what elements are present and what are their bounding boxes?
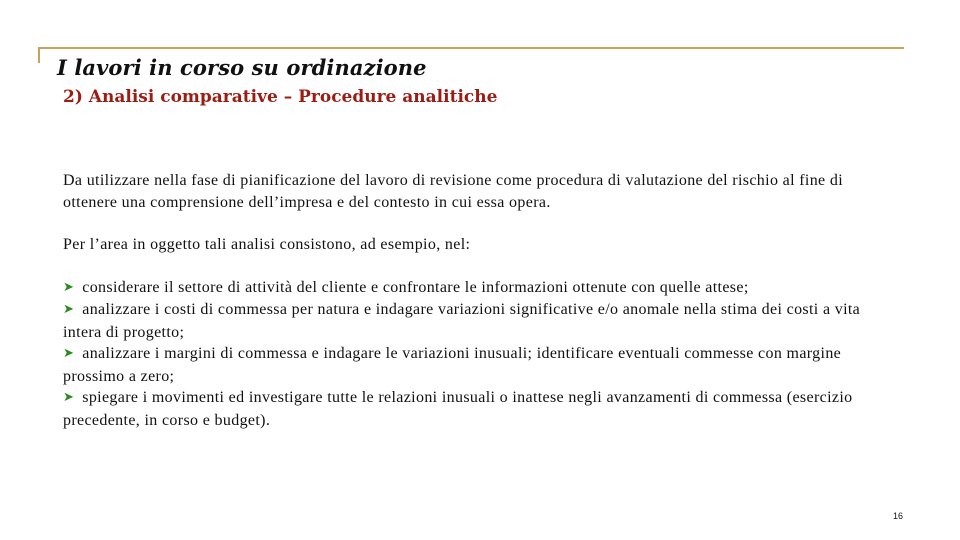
list-item xyxy=(63,387,893,431)
list-item-text: considerare il settore di attività del cliente e confrontare le informazioni ottenute con quelle attese; xyxy=(82,278,749,296)
list-item-text: analizzare i costi di commessa per natura e indagare variazioni significative e/o anomale nella stima dei costi a vita intera di progetto; xyxy=(63,301,861,341)
list-item xyxy=(63,343,893,387)
list-item-text: spiegare i movimenti ed investigare tutte le relazioni inusuali o inattese negli avanzamenti di commessa (esercizio precedente, in corso e budget). xyxy=(63,389,853,429)
slide-subtitle: 2) Analisi comparative – Procedure analitiche xyxy=(63,87,498,107)
list-item xyxy=(63,299,893,343)
page-number: 16 xyxy=(893,511,904,521)
lead-paragraph: Per l’area in oggetto tali analisi consistono, ad esempio, nel: xyxy=(63,236,471,253)
arrowhead-bullet-icon: ➤ xyxy=(63,279,75,295)
arrowhead-bullet-icon: ➤ xyxy=(63,390,75,405)
arrowhead-bullet-icon: ➤ xyxy=(63,346,75,361)
slide-body xyxy=(63,170,893,431)
list-item xyxy=(63,277,893,300)
frame-top-line xyxy=(38,47,904,49)
slide-title: I lavori in corso su ordinazione xyxy=(57,55,427,80)
intro-paragraph: Da utilizzare nella fase di pianificazione del lavoro di revisione come procedura di valutazione del rischio al fine di ottenere una comprensione dell’impresa e del contesto in cui essa opera. xyxy=(63,172,844,211)
frame-left-tick xyxy=(38,47,40,63)
list-item-text: analizzare i margini di commessa e indagare le variazioni inusuali; identificare eventuali commesse con margine prossimo a zero; xyxy=(63,345,842,385)
arrowhead-bullet-icon: ➤ xyxy=(63,302,75,317)
